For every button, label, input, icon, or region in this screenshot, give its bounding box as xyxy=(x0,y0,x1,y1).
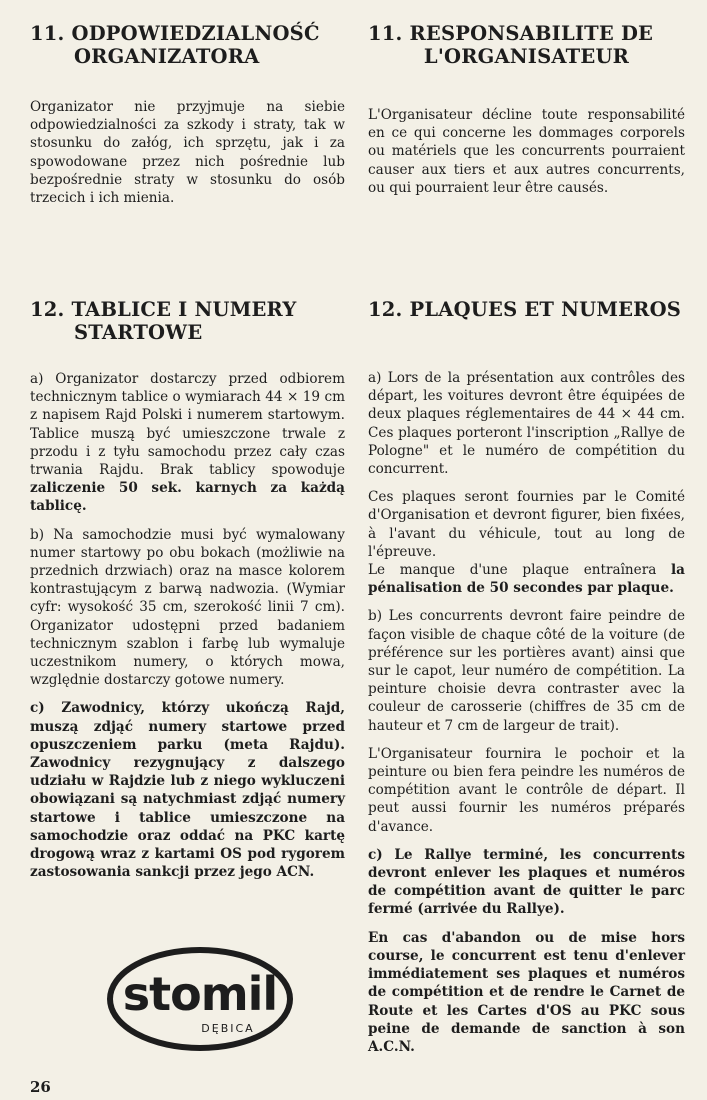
paragraph-text: a) Organizator dostarczy przed odbiorem technicznym tablice o wymiarach 44 × 19 cm z napisem Rajd Polski i numerem startowym. Tablice muszą być umieszczone trwale z przodu i z tyłu samochodu przez cały czas trwania Rajdu. Brak tablicy spowoduje xyxy=(30,371,345,479)
heading-line: ORGANIZATORA xyxy=(74,45,260,68)
section-11-heading-pl xyxy=(30,22,345,68)
heading-line: STARTOWE xyxy=(74,321,203,344)
right-column xyxy=(368,22,685,197)
paragraph-a1-fr: a) Lors de la présentation aux contrôles des départ, les voitures devront être équipées de deux plaques réglementaires de 44 × 44 cm. Ces plaques porteront l'inscription „Rallye de Pologne" et le numéro de compétition du concurrent. xyxy=(368,370,685,478)
section-12-pl xyxy=(30,298,345,881)
paragraph-a2-fr: Ces plaques seront fournies par le Comité d'Organisation et devront figurer, bien fixées, à l'avant du véhicule, tout au long de l'épreuve. xyxy=(368,489,685,560)
page-number: 26 xyxy=(30,1078,51,1096)
penalty-text: zaliczenie 50 sek. karnych za każdą tablicę. xyxy=(30,480,345,515)
section-11-paragraph-pl: Organizator nie przyjmuje na siebie odpowiedzialności za szkody i straty, tak w stosunku do załóg, ich sprzętu, jak i za spowodowane przez nich pośrednie lub bezpośrednie straty w stosunku do osób trzecich i ich mienia. xyxy=(30,99,345,207)
left-column xyxy=(30,22,345,207)
paragraph-a-pl xyxy=(30,370,345,516)
paragraph-a3-fr xyxy=(368,561,685,597)
logo-wordmark: stomil xyxy=(122,967,278,1021)
logo-subtitle: DĘBICA xyxy=(201,1022,255,1035)
paragraph-b1-fr: b) Les concurrents devront faire peindre de façon visible de chaque côté de la voiture (de préférence sur les portières avant) ainsi que sur le capot, leur numéro de compétition. La peinture choisie devra contraster avec la couleur de carosserie (chiffres de 35 cm de hauteur et 7 cm de largeur de trait). xyxy=(368,608,685,734)
paragraph-b-pl: b) Na samochodzie musi być wymalowany numer startowy po obu bokach (możliwie na przednich drzwiach) oraz na masce kolorem kontrastującym z barwą nadwozia. (Wymiar cyfr: wysokość 35 cm, szerokość linii 7 cm). Organizator udostępni przed badaniem technicznym szablon i farbę lub wymaluje uczestnikom numery, o których mowa, względnie dostarczy gotowe numery. xyxy=(30,526,345,689)
section-11-paragraph-fr: L'Organisateur décline toute responsabilité en ce qui concerne les dommages corporels ou matériels que les concurrents pourraient causer aux tiers et aux autres concurrents, ou qui pourraient leur être causés. xyxy=(368,107,685,196)
section-12-fr xyxy=(368,298,685,1056)
paragraph-c1-fr: c) Le Rallye terminé, les concurrents devront enlever les plaques et numéros de compétition avant de quitter le parc fermé (arrivée du Rallye). xyxy=(368,846,685,918)
paragraph-c-pl: c) Zawodnicy, którzy ukończą Rajd, muszą zdjąć numery startowe przed opuszczeniem parku (meta Rajdu). Zawodnicy rezygnujący z dalszego udziału w Rajdzie lub z niego wykluczeni obowiązani są natychmiast zdjąć numery startowe i tablice umieszczone na samochodzie oraz oddać na PKC kartę drogową wraz z kartami OS pod rygorem zastosowania sankcji przez jego ACN. xyxy=(30,700,345,881)
heading-line: 12. PLAQUES ET NUMEROS xyxy=(368,298,682,321)
heading-line: 11. RESPONSABILITE DE xyxy=(368,22,654,45)
heading-line: 11. ODPOWIEDZIALNOŚĆ xyxy=(30,22,320,45)
penalty-text: la pénalisation de 50 secondes par plaque. xyxy=(368,562,685,597)
heading-line: L'ORGANISATEUR xyxy=(423,45,630,68)
stomil-logo xyxy=(106,946,294,1052)
section-12-heading-fr xyxy=(368,298,685,321)
stomil-logo-graphic xyxy=(106,946,294,1052)
section-11-heading-fr xyxy=(368,22,685,68)
section-12-heading-pl xyxy=(30,298,345,344)
heading-line: 12. TABLICE I NUMERY xyxy=(30,298,297,321)
paragraph-b2-fr: L'Organisateur fournira le pochoir et la peinture ou bien fera peindre les numéros de compétition avant le contrôle de départ. Il peut aussi fournir les numéros préparés d'avance. xyxy=(368,745,685,835)
paragraph-text: Le manque d'une plaque entraînera xyxy=(368,562,672,579)
paragraph-c2-fr: En cas d'abandon ou de mise hors course, le concurrent est tenu d'enlever immédiatement ses plaques et numéros de compétition et de rendre le Carnet de Route et les Cartes d'OS au PKC sous peine de demande de sanction à son A.C.N. xyxy=(368,929,685,1055)
